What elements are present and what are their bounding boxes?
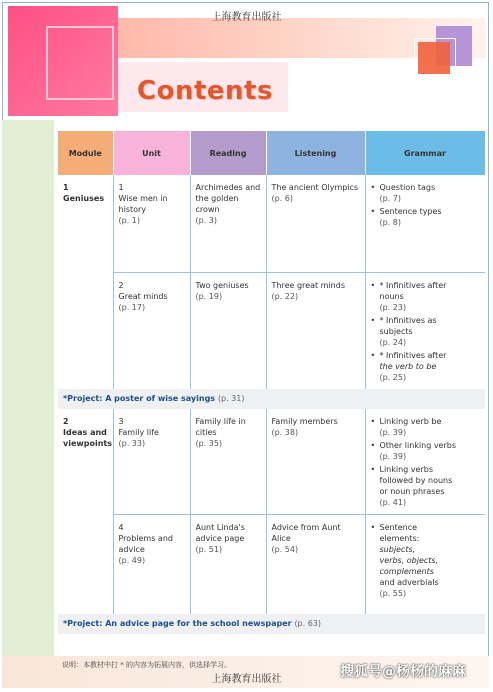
unit-title: advice bbox=[118, 544, 145, 554]
column-header-unit: Unit bbox=[113, 131, 190, 175]
reading-cell bbox=[190, 272, 266, 389]
unit-cell bbox=[113, 409, 190, 515]
unit-title: Problems and bbox=[118, 533, 173, 543]
unit-number: 3 bbox=[118, 416, 124, 426]
unit-title: history bbox=[118, 205, 147, 214]
grammar-item: • * Infinitives after nouns (p. 23) bbox=[371, 280, 482, 313]
page-ref: (p. 63) bbox=[294, 619, 322, 628]
page-ref: (p. 6) bbox=[271, 194, 293, 203]
left-color-band bbox=[2, 120, 54, 680]
reading-title: cities bbox=[195, 427, 217, 437]
table-header-row bbox=[58, 131, 485, 175]
project-cell bbox=[58, 389, 485, 409]
listening-title: Family members bbox=[271, 416, 338, 426]
module-name: Ideas and bbox=[63, 427, 107, 437]
page-ref: (p. 3) bbox=[195, 216, 217, 225]
footnote: 说明：本教材中打 * 的内容为拓展内容，供选择学习。 bbox=[62, 661, 231, 669]
listening-title: Advice from Aunt Alice bbox=[271, 522, 341, 543]
reading-title: Two geniuses bbox=[195, 280, 249, 290]
unit-number: 4 bbox=[118, 522, 124, 532]
reading-cell bbox=[190, 175, 266, 272]
project-title: *Project: An advice page for the school newspaper bbox=[63, 619, 292, 628]
module-number: 1 bbox=[63, 183, 69, 192]
table-row bbox=[58, 175, 485, 272]
grammar-item: • Sentence elements: subjects, verbs, objects, complements and adverbials (p. 55) bbox=[371, 522, 482, 599]
publisher-header: 上海教育出版社 bbox=[211, 12, 282, 23]
project-cell bbox=[58, 614, 485, 634]
column-header-module: Module bbox=[58, 131, 113, 175]
grammar-cell bbox=[365, 175, 485, 272]
grammar-item: • * Infinitives after the verb to be (p. 25) bbox=[371, 350, 482, 383]
grammar-item: • Question tags (p. 7) bbox=[371, 182, 482, 204]
publisher-footer: 上海教育出版社 bbox=[211, 674, 282, 685]
unit-number: 2 bbox=[118, 280, 124, 290]
page-ref: (p. 31) bbox=[217, 393, 245, 403]
unit-number: 1 bbox=[118, 183, 124, 192]
page-ref: (p. 17) bbox=[118, 302, 146, 312]
unit-title: Family life bbox=[118, 427, 159, 437]
listening-cell bbox=[266, 272, 365, 389]
reading-title: the golden crown bbox=[195, 194, 239, 214]
listening-cell bbox=[266, 514, 365, 614]
table-row bbox=[58, 272, 485, 389]
page-ref: (p. 22) bbox=[271, 291, 299, 301]
listening-title: Three great minds bbox=[271, 280, 345, 290]
grammar-item: • Linking verb be (p. 39) bbox=[371, 416, 482, 438]
column-header-listening: Listening bbox=[266, 131, 365, 175]
column-header-grammar: Grammar bbox=[365, 131, 485, 175]
page-title: Contents bbox=[137, 76, 273, 106]
outline-decor-square bbox=[414, 38, 456, 78]
page-ref: (p. 38) bbox=[271, 427, 299, 437]
module-cell bbox=[58, 175, 113, 389]
grammar-item: • Other linking verbs (p. 39) bbox=[371, 440, 482, 462]
grammar-cell bbox=[365, 272, 485, 389]
unit-cell bbox=[113, 272, 190, 389]
module-name: Geniuses bbox=[63, 194, 105, 203]
reading-cell bbox=[190, 409, 266, 515]
grammar-cell bbox=[365, 409, 485, 515]
reading-title: Aunt Linda's bbox=[195, 522, 245, 532]
project-row bbox=[58, 389, 485, 409]
reading-title: advice page bbox=[195, 533, 245, 543]
page-ref: (p. 19) bbox=[195, 291, 223, 301]
table-row bbox=[58, 409, 485, 515]
page-ref: (p. 33) bbox=[118, 438, 146, 448]
listening-cell bbox=[266, 409, 365, 515]
listening-cell bbox=[266, 175, 365, 272]
grammar-item: • Linking verbs followed by nouns or noun phrases (p. 41) bbox=[371, 464, 482, 508]
unit-title: Wise men in bbox=[118, 194, 168, 203]
listening-title: The ancient Olympics bbox=[271, 183, 359, 192]
column-header-reading: Reading bbox=[190, 131, 266, 175]
module-name: viewpoints bbox=[63, 438, 113, 448]
unit-title: Great minds bbox=[118, 291, 168, 301]
grammar-item: • * Infinitives as subjects (p. 24) bbox=[371, 315, 482, 348]
reading-title: Archimedes and bbox=[195, 183, 261, 192]
contents-table bbox=[58, 131, 486, 634]
page-ref: (p. 35) bbox=[195, 438, 223, 448]
page-ref: (p. 1) bbox=[118, 216, 140, 225]
reading-title: Family life in bbox=[195, 416, 246, 426]
page-ref: (p. 54) bbox=[271, 544, 299, 554]
module-number: 2 bbox=[63, 416, 69, 426]
module-cell bbox=[58, 409, 113, 615]
project-row bbox=[58, 614, 485, 634]
unit-cell bbox=[113, 514, 190, 614]
grammar-item: • Sentence types (p. 8) bbox=[371, 206, 482, 228]
watermark-text: 搜狐号@杨杨的麻麻 bbox=[340, 664, 466, 680]
grammar-cell bbox=[365, 514, 485, 614]
pink-decor-frame bbox=[46, 26, 114, 100]
unit-cell bbox=[113, 175, 190, 272]
table-row bbox=[58, 514, 485, 614]
page-ref: (p. 49) bbox=[118, 555, 146, 565]
project-title: *Project: A poster of wise sayings bbox=[63, 393, 216, 403]
page-ref: (p. 51) bbox=[195, 544, 223, 554]
reading-cell bbox=[190, 514, 266, 614]
